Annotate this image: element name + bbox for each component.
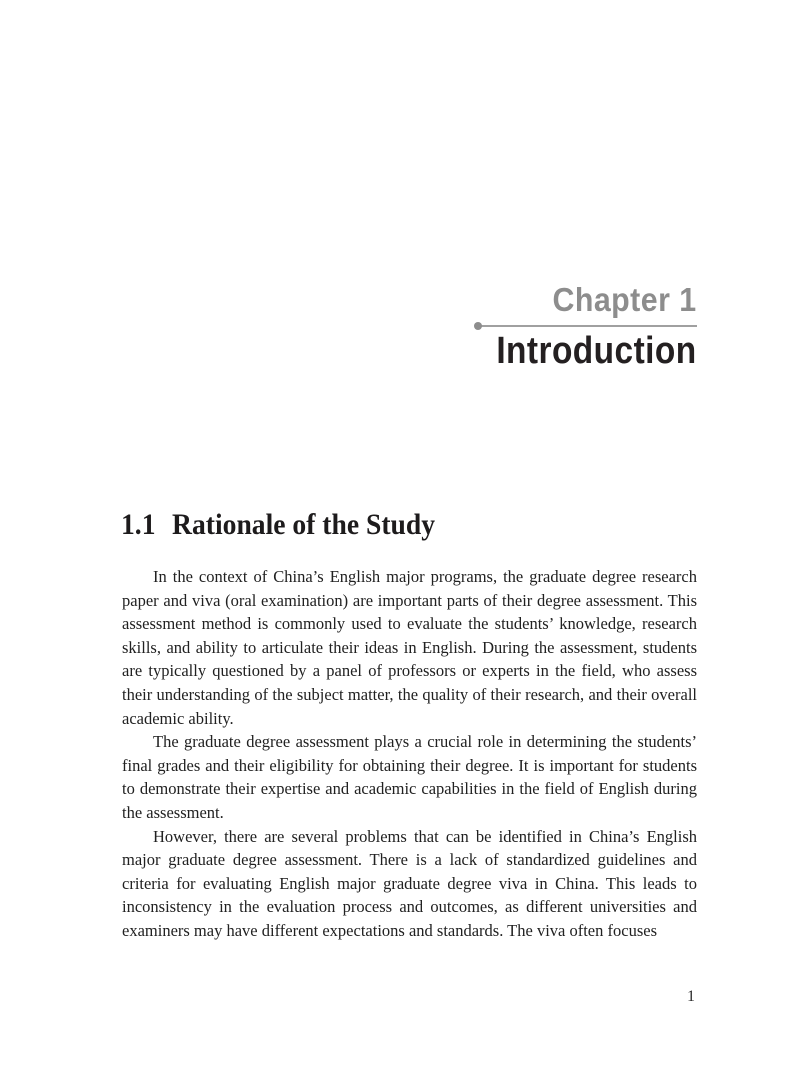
body-text [122, 565, 697, 943]
chapter-title: Introduction [496, 330, 697, 372]
section-heading [121, 508, 435, 541]
paragraph: However, there are several problems that can be identified in China’s English major graduate degree assessment. There is a lack of standardized guidelines and criteria for evaluating English major graduate degree viva in China. This leads to inconsistency in the evaluation process and outcomes, as different universities and examiners may have different expectations and standards. The viva often focuses [122, 826, 697, 940]
chapter-number: Chapter 1 [552, 281, 697, 318]
chapter-header [469, 283, 697, 370]
section-number: 1.1 [121, 508, 156, 541]
bullet-dot-icon [474, 322, 482, 330]
section-title: Rationale of the Study [172, 508, 436, 541]
paragraph: In the context of China’s English major programs, the graduate degree research paper and viva (oral examination) are important parts of their degree assessment. This assessment method is commonly used to evaluate the students’ knowledge, research skills, and ability to articulate their ideas in English. During the assessment, students are typically questioned by a panel of professors or experts in the field, who assess their understanding of the subject matter, the quality of their research, and their overall academic ability. [122, 567, 697, 728]
page-number: 1 [687, 988, 695, 1005]
chapter-rule [478, 325, 697, 327]
paragraph: The graduate degree assessment plays a crucial role in determining the students’ final grades and their eligibility for obtaining their degree. It is important for students to demonstrate their expertise and academic capabilities in the field of English during the assessment. [122, 732, 697, 822]
